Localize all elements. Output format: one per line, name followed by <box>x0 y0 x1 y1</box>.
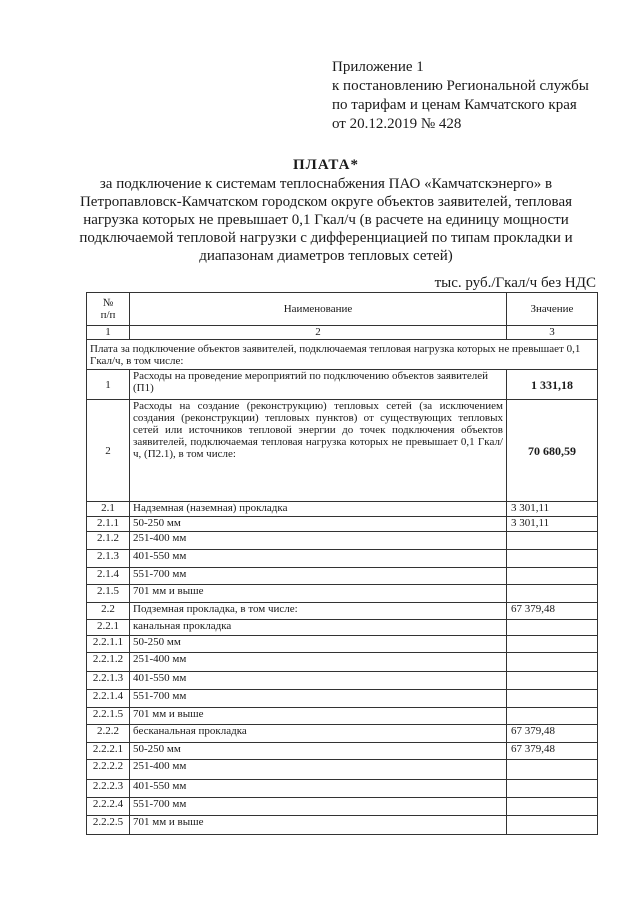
row-num: 2.1 <box>87 502 130 517</box>
row-name: 401-550 мм <box>130 672 507 690</box>
subtitle-line-1: за подключение к системам теплоснабжения ПАО «Камчатскэнерго» в <box>99 176 553 192</box>
row-1-num: 1 <box>87 370 130 400</box>
row-value <box>507 550 598 568</box>
section-title-row <box>87 340 598 370</box>
appendix-line-1: Приложение 1 <box>332 59 424 75</box>
row-num: 2.1.2 <box>87 532 130 550</box>
appendix-line-4: от 20.12.2019 № 428 <box>332 116 462 132</box>
row-name: 50-250 мм <box>130 743 507 760</box>
row-value: 67 379,48 <box>507 743 598 760</box>
table-row <box>87 532 598 550</box>
row-value <box>507 780 598 798</box>
row-num: 2.2 <box>87 603 130 620</box>
row-num: 2.2.2.3 <box>87 780 130 798</box>
row-value <box>507 816 598 835</box>
units-label: тыс. руб./Гкал/ч без НДС <box>434 275 596 291</box>
row-value <box>507 708 598 725</box>
table-index-row <box>87 326 598 340</box>
appendix-header <box>332 58 632 134</box>
row-num: 2.2.2.4 <box>87 798 130 816</box>
row-num: 2.2.2.1 <box>87 743 130 760</box>
table-row <box>87 690 598 708</box>
appendix-line-3: по тарифам и ценам Камчатского края <box>332 97 577 113</box>
row-num: 2.1.1 <box>87 517 130 532</box>
row-name: 401-550 мм <box>130 780 507 798</box>
row-name: 701 мм и выше <box>130 708 507 725</box>
row-name: канальная прокладка <box>130 620 507 636</box>
row-value <box>507 672 598 690</box>
row-value <box>507 798 598 816</box>
table-row <box>87 568 598 585</box>
table-row <box>87 780 598 798</box>
header-name: Наименование <box>130 293 507 326</box>
header-index-1: 1 <box>87 326 130 340</box>
table-row <box>87 502 598 517</box>
header-index-3: 3 <box>507 326 598 340</box>
document-title: ПЛАТА* <box>293 157 359 173</box>
row-name: 251-400 мм <box>130 760 507 780</box>
subtitle-line-3: нагрузка которых не превышает 0,1 Гкал/ч (в расчете на единицу мощности <box>83 212 569 228</box>
table-row <box>87 725 598 743</box>
table-row <box>87 636 598 653</box>
row-name: 401-550 мм <box>130 550 507 568</box>
table-row <box>87 743 598 760</box>
table-header-row <box>87 293 598 326</box>
row-value <box>507 760 598 780</box>
row-name: 251-400 мм <box>130 653 507 672</box>
row-1-value: 1 331,18 <box>507 370 598 400</box>
table-row <box>87 550 598 568</box>
row-num: 2.1.3 <box>87 550 130 568</box>
row-num: 2.2.2.2 <box>87 760 130 780</box>
row-value <box>507 690 598 708</box>
row-name: 701 мм и выше <box>130 816 507 835</box>
table-row <box>87 620 598 636</box>
table-row <box>87 517 598 532</box>
row-name: 551-700 мм <box>130 690 507 708</box>
table-row <box>87 585 598 603</box>
row-num: 2.2.1.1 <box>87 636 130 653</box>
table-row <box>87 760 598 780</box>
row-value: 3 301,11 <box>507 517 598 532</box>
row-value <box>507 585 598 603</box>
row-num: 2.1.4 <box>87 568 130 585</box>
row-value <box>507 653 598 672</box>
row-name: 551-700 мм <box>130 798 507 816</box>
row-num: 2.2.2 <box>87 725 130 743</box>
table-row <box>87 816 598 835</box>
row-name: 701 мм и выше <box>130 585 507 603</box>
tariff-table <box>86 292 598 835</box>
row-num: 2.2.2.5 <box>87 816 130 835</box>
row-num: 2.2.1.2 <box>87 653 130 672</box>
row-num: 2.2.1.3 <box>87 672 130 690</box>
row-name: 50-250 мм <box>130 636 507 653</box>
table-row <box>87 798 598 816</box>
row-num: 2.2.1 <box>87 620 130 636</box>
subtitle-line-4: подключаемой тепловой нагрузки с дифференциацией по типам прокладки и <box>79 230 573 246</box>
table-row <box>87 370 598 400</box>
row-name: бесканальная прокладка <box>130 725 507 743</box>
row-2-value: 70 680,59 <box>507 400 598 502</box>
row-value: 3 301,11 <box>507 502 598 517</box>
row-name: 551-700 мм <box>130 568 507 585</box>
row-num: 2.1.5 <box>87 585 130 603</box>
row-name: Надземная (наземная) прокладка <box>130 502 507 517</box>
header-index-2: 2 <box>130 326 507 340</box>
table-row <box>87 708 598 725</box>
subtitle-line-2: Петропавловск-Камчатском городском округе объектов заявителей, тепловая <box>79 194 573 210</box>
table-row <box>87 653 598 672</box>
row-value: 67 379,48 <box>507 725 598 743</box>
table-row <box>87 672 598 690</box>
row-value <box>507 568 598 585</box>
row-value <box>507 532 598 550</box>
appendix-line-2: к постановлению Региональной службы <box>332 78 589 94</box>
row-name: 50-250 мм <box>130 517 507 532</box>
row-2-num: 2 <box>87 400 130 502</box>
header-num: № п/п <box>87 293 130 326</box>
row-value <box>507 620 598 636</box>
header-value: Значение <box>507 293 598 326</box>
document-subtitle <box>70 175 582 265</box>
row-1-name: Расходы на проведение мероприятий по подключению объектов заявителей (П1) <box>130 370 507 400</box>
table-row <box>87 400 598 502</box>
row-value <box>507 636 598 653</box>
row-name: 251-400 мм <box>130 532 507 550</box>
row-value: 67 379,48 <box>507 603 598 620</box>
table-row <box>87 603 598 620</box>
subtitle-line-5: диапазонам диаметров тепловых сетей) <box>199 248 453 264</box>
row-name: Подземная прокладка, в том числе: <box>130 603 507 620</box>
row-num: 2.2.1.5 <box>87 708 130 725</box>
row-num: 2.2.1.4 <box>87 690 130 708</box>
section-title: Плата за подключение объектов заявителей, подключаемая тепловая нагрузка которых не превышает 0,1 Гкал/ч, в том числе: <box>87 340 598 370</box>
row-2-name: Расходы на создание (реконструкцию) тепловых сетей (за исключением создания (реконструкции) тепловых пунктов) от существующих тепловых сетей или источников тепловой энергии до точек подключения объектов заявителей, подключаемая тепловая нагрузка которых не превышает 0,1 Гкал/ч, (П2.1), в том числе: <box>130 400 507 502</box>
